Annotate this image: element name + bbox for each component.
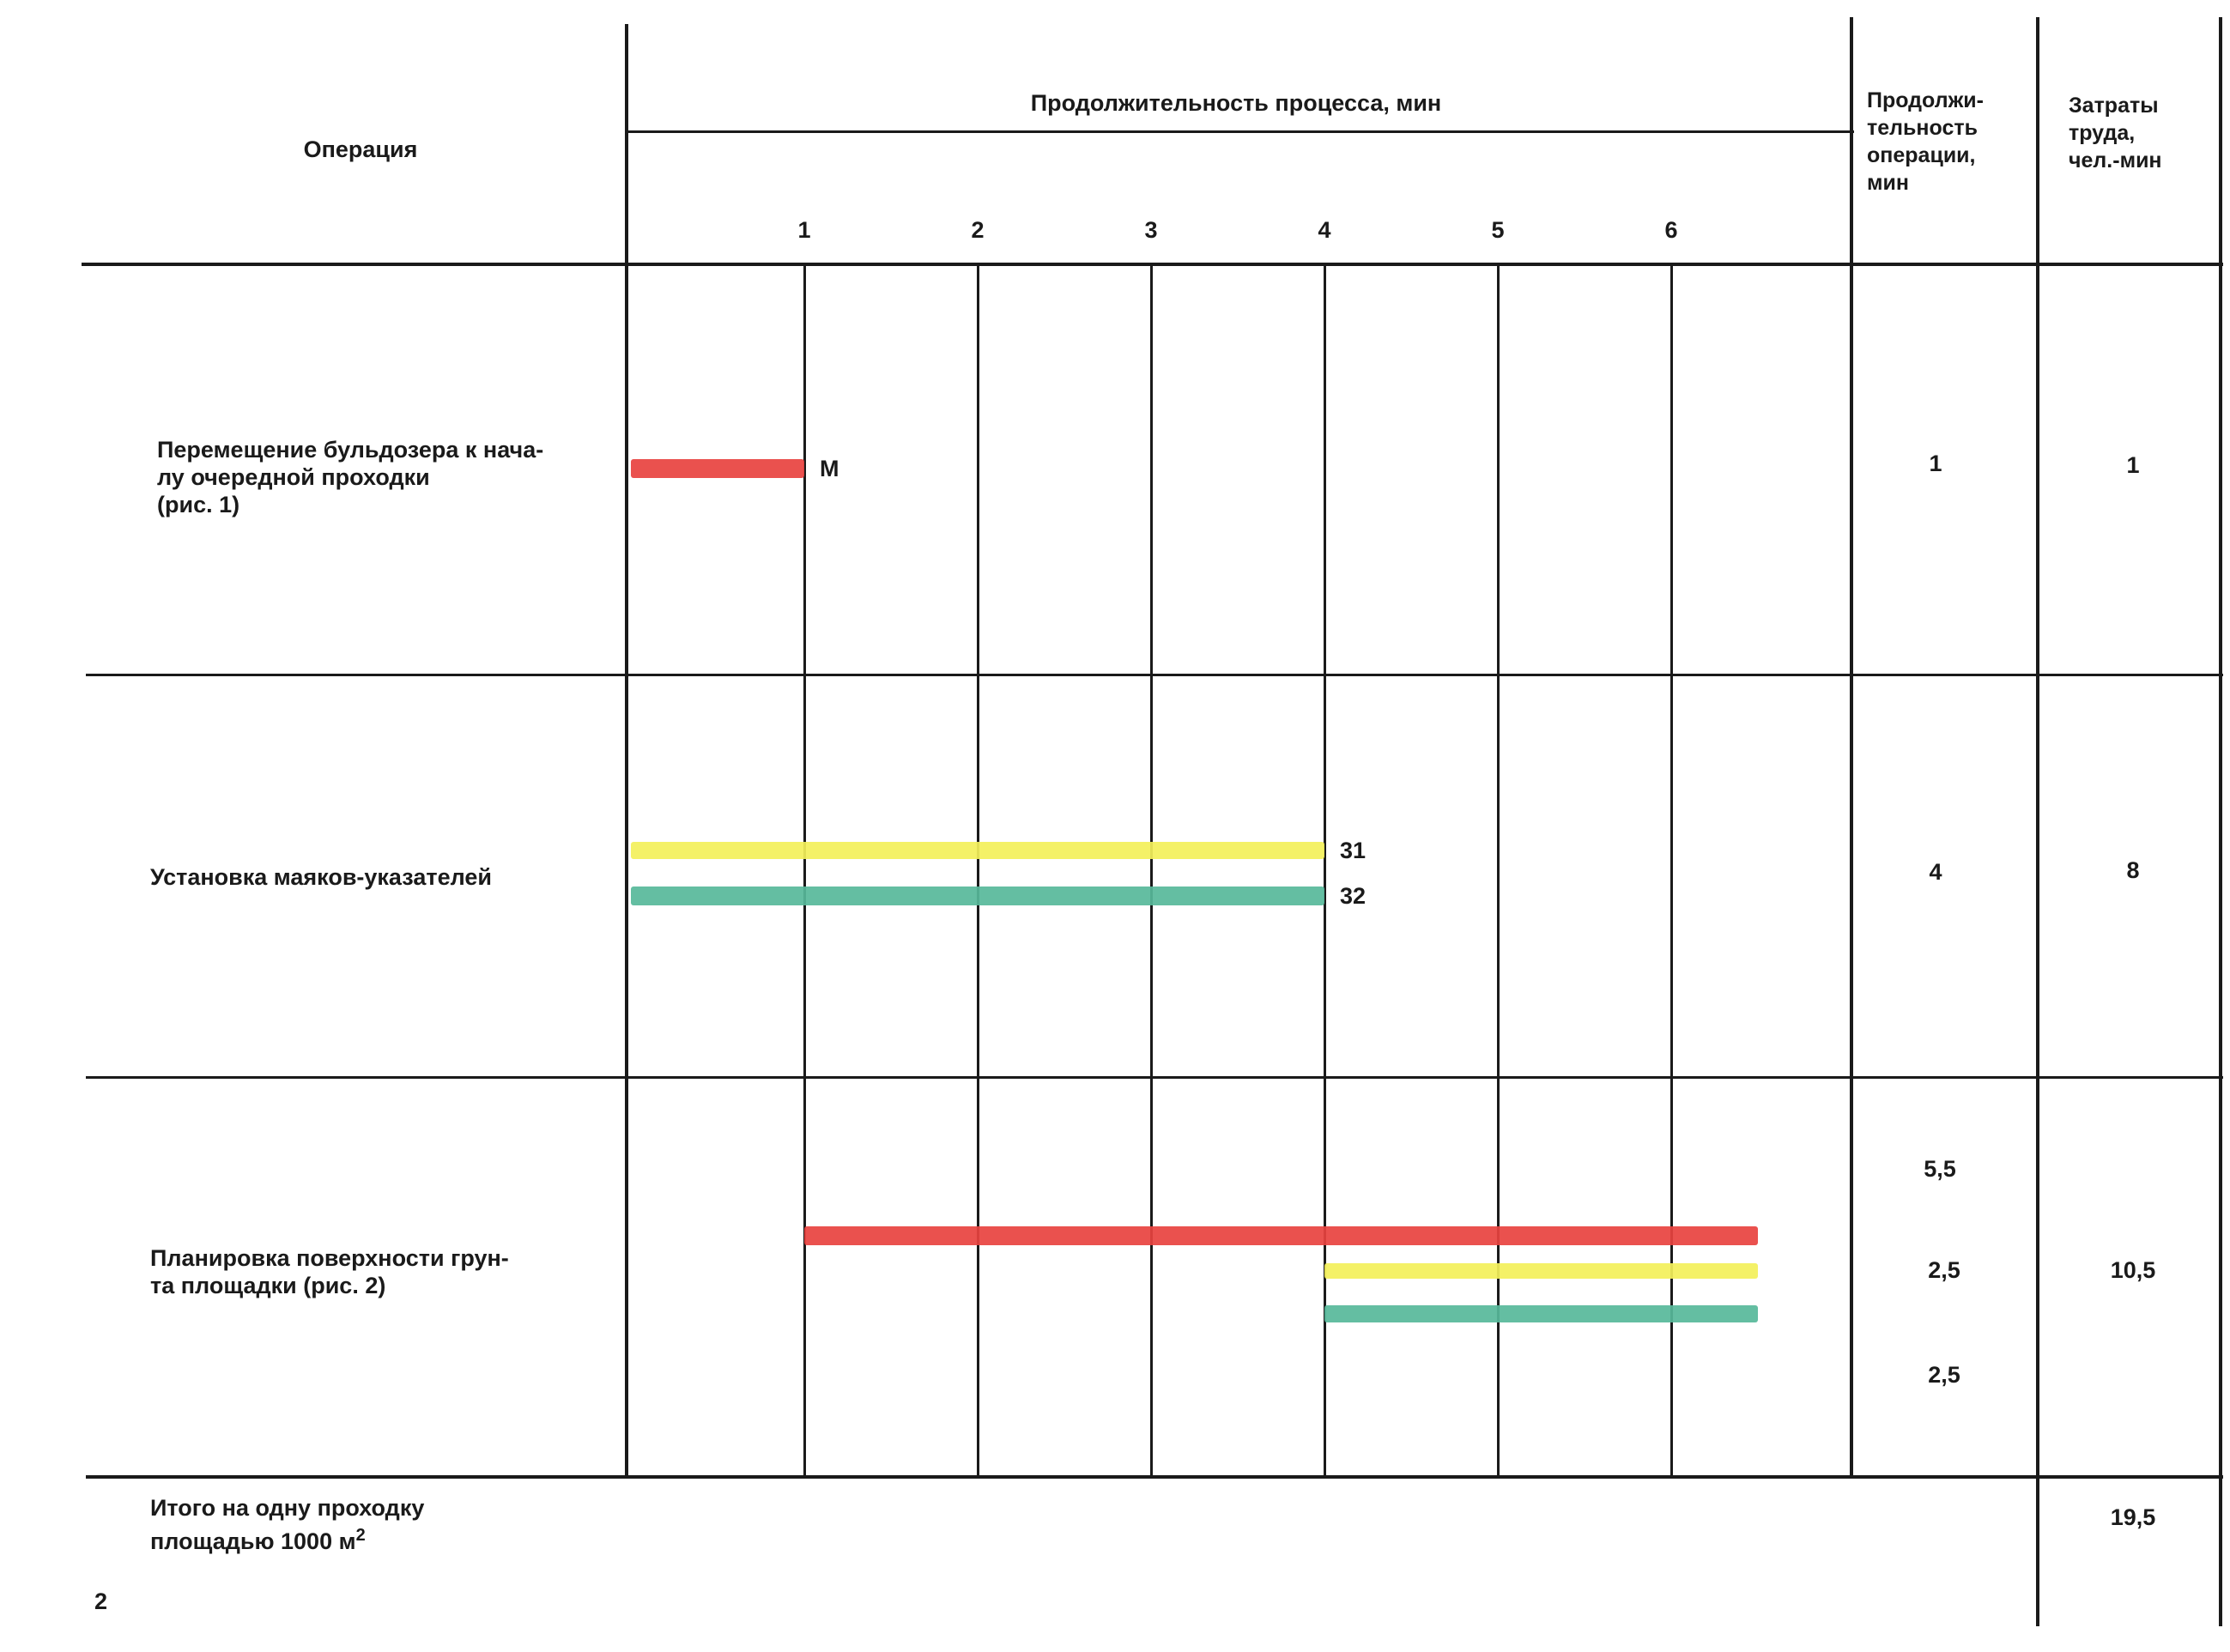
gantt-bar xyxy=(804,1226,1758,1245)
operation-cell-1: Перемещение бульдозера к нача- лу очередной проходки (рис. 1) xyxy=(157,437,544,517)
labor-cell-2: 8 xyxy=(2126,857,2140,883)
operation-header: Операция xyxy=(303,136,418,162)
time-gridline-6 xyxy=(1670,266,1673,1478)
process-column-divider xyxy=(1850,17,1853,1479)
page-number: 2 xyxy=(94,1588,108,1614)
right-border xyxy=(2219,17,2222,1626)
process-header-divider xyxy=(627,130,1854,133)
gantt-bar xyxy=(1324,1305,1758,1322)
operation-duration-header: Продолжи- тельность операции, мин xyxy=(1867,88,1984,195)
gantt-bar-label: 31 xyxy=(1340,838,1366,863)
duration-cell-3b: 2,5 xyxy=(1928,1257,1960,1283)
duration-cell-1: 1 xyxy=(1929,451,1942,476)
gantt-bar-label: М xyxy=(820,456,839,481)
time-tick-label: 3 xyxy=(1144,217,1158,243)
gantt-bar xyxy=(631,887,1324,905)
operation-cell-2: Установка маяков-указателей xyxy=(150,864,493,890)
duration-cell-3c: 2,5 xyxy=(1928,1362,1960,1388)
duration-cell-2: 4 xyxy=(1929,859,1942,885)
duration-cell-3a: 5,5 xyxy=(1924,1156,1956,1182)
total-label-superscript: 2 xyxy=(355,1526,366,1545)
time-tick-label: 1 xyxy=(797,217,811,243)
time-tick-label: 2 xyxy=(971,217,985,243)
gantt-bar xyxy=(631,459,804,478)
time-tick-label: 6 xyxy=(1664,217,1678,243)
total-label xyxy=(150,1494,631,1555)
labor-cost-header: Затраты труда, чел.-мин xyxy=(2069,94,2162,172)
process-duration-header: Продолжительность процесса, мин xyxy=(1030,90,1442,116)
duration-column-divider xyxy=(2036,17,2039,1626)
operation-cell-3: Планировка поверхности грун- та площадки (рис. 2) xyxy=(150,1245,509,1298)
time-gridline-5 xyxy=(1497,266,1500,1478)
gantt-bar-label: 32 xyxy=(1340,883,1366,909)
time-tick-label: 4 xyxy=(1318,217,1331,243)
time-gridline-3 xyxy=(1150,266,1153,1478)
labor-cell-1: 1 xyxy=(2126,452,2140,478)
time-gridline-4 xyxy=(1324,266,1326,1478)
total-label-text: Итого на одну проходку площадью 1000 м xyxy=(150,1495,425,1554)
total-value: 19,5 xyxy=(2110,1504,2156,1530)
time-tick-label: 5 xyxy=(1491,217,1505,243)
row-divider-1 xyxy=(86,674,2223,676)
total-divider xyxy=(86,1475,2223,1479)
labor-cell-3: 10,5 xyxy=(2110,1257,2156,1283)
time-gridline-1 xyxy=(803,266,806,1478)
operation-column-divider xyxy=(625,24,628,1479)
row-divider-2 xyxy=(86,1076,2223,1079)
time-gridline-2 xyxy=(977,266,979,1478)
gantt-bar xyxy=(631,842,1324,859)
gantt-bar xyxy=(1324,1263,1758,1279)
